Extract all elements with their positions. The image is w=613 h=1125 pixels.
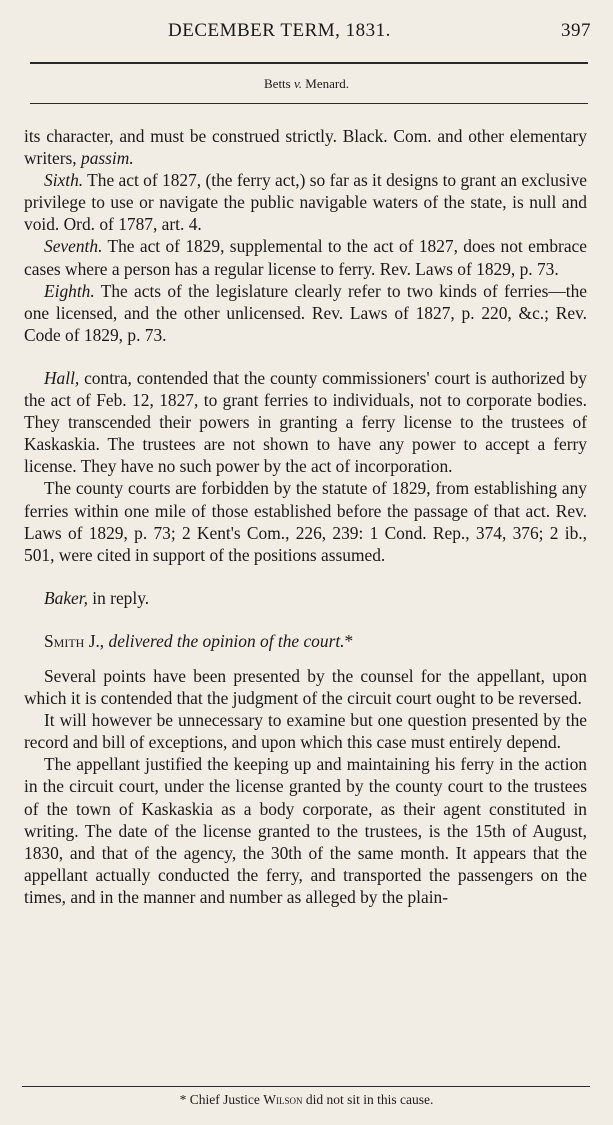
point-sixth xyxy=(24,169,587,235)
spacer xyxy=(24,346,587,367)
footnote-suffix: did not sit in this cause. xyxy=(302,1092,434,1107)
page-number: 397 xyxy=(561,20,591,41)
spacer xyxy=(24,609,587,630)
page-title: DECEMBER TERM, 1831. xyxy=(168,20,391,41)
opinion-paragraph-1: Several points have been presented by the counsel for the appellant, upon which it is contended that the judgment of the circuit court ought to be reversed. xyxy=(24,665,587,709)
footnote-name: Wilson xyxy=(263,1092,303,1107)
paragraph-0-italic: passim. xyxy=(81,148,134,169)
baker-label: Baker, xyxy=(44,587,88,608)
running-head xyxy=(0,76,613,92)
footnote-prefix: * Chief Justice xyxy=(179,1092,264,1107)
party-one: Betts xyxy=(264,76,291,91)
point-seventh-text: The act of 1829, supplemental to the act of 1827, does not embrace cases where a person has a regular license to ferry. Rev. Laws of 1829, p. 73. xyxy=(24,236,587,279)
spacer xyxy=(24,652,587,665)
point-sixth-text: The act of 1827, (the ferry act,) so far as it designs to grant an exclusive privilege to use or navigate the public navigable waters of the state, is null and void. Ord. of 1787, art. 4. xyxy=(24,170,587,235)
county-courts-paragraph: The county courts are forbidden by the statute of 1829, from establishing any ferries within one mile of those established before the passage of that act. Rev. Laws of 1829, p. 73; 2 Kent's Com., 226, 239: 1 Cond. Rep., 374, 376; 2 ib., 501, were cited in support of the positions assumed. xyxy=(24,478,587,565)
point-eighth-label: Eighth. xyxy=(44,280,95,301)
baker-text: in reply. xyxy=(87,587,150,608)
paragraph-0 xyxy=(24,125,587,169)
footnote-rule xyxy=(22,1086,590,1087)
hall-label: Hall, xyxy=(44,367,80,388)
baker-reply xyxy=(24,587,587,609)
hall-text: contra, contended that the county commissioners' court is authorized by the act of Feb. 12, 1827, to grant ferries to individuals, not to corporate bodies. They transcended their powers in granting a ferry license to the trustees of Kaskaskia. The trustees are not shown to have any power to accept a ferry license. They have no such power by the act of incorporation. xyxy=(24,367,587,477)
header-rule xyxy=(30,62,588,64)
spacer xyxy=(24,566,587,587)
footnote-mark: * xyxy=(344,630,354,651)
hall-argument xyxy=(24,367,587,477)
opinion-heading xyxy=(24,630,587,652)
point-seventh xyxy=(24,235,587,279)
point-eighth-text: The acts of the legislature clearly refer to two kinds of ferries—the one licensed, and the other unlicensed. Rev. Laws of 1827, p. 220, &c.; Rev. Code of 1829, p. 73. xyxy=(24,280,587,345)
opinion-paragraph-2: It will however be unnecessary to examine but one question presented by the record and bill of exceptions, and upon which this case must entirely depend. xyxy=(24,710,587,753)
point-eighth xyxy=(24,280,587,346)
point-sixth-label: Sixth. xyxy=(44,170,84,191)
point-seventh-label: Seventh. xyxy=(44,236,103,257)
opinion-paragraph-3: The appellant justified the keeping up and maintaining his ferry in the action in the circuit court, under the license granted by the county court to the trustees of the town of Kaskaskia as a body corporate, as their agent constituted in writing. The date of the license granted to the trustees, is the 15th of August, 1830, and that of the agency, the 30th of the same month. It appears that the appellant actually conducted the ferry, and transported the passengers on the times, and in the manner and number as alleged by the plain- xyxy=(24,754,587,907)
page-header xyxy=(0,18,613,48)
party-two: Menard. xyxy=(305,76,349,91)
footnote xyxy=(0,1092,613,1108)
justice-name: Smith xyxy=(44,630,85,651)
paragraph-0-text: its character, and must be construed strictly. Black. Com. and other elementary writers, xyxy=(24,126,587,169)
opinion-heading-italic: delivered the opinion of the court. xyxy=(108,630,345,651)
versus: v. xyxy=(293,76,303,91)
page-body xyxy=(24,125,587,908)
opinion-heading-mid: J., xyxy=(84,630,109,651)
running-head-rule xyxy=(30,103,588,104)
